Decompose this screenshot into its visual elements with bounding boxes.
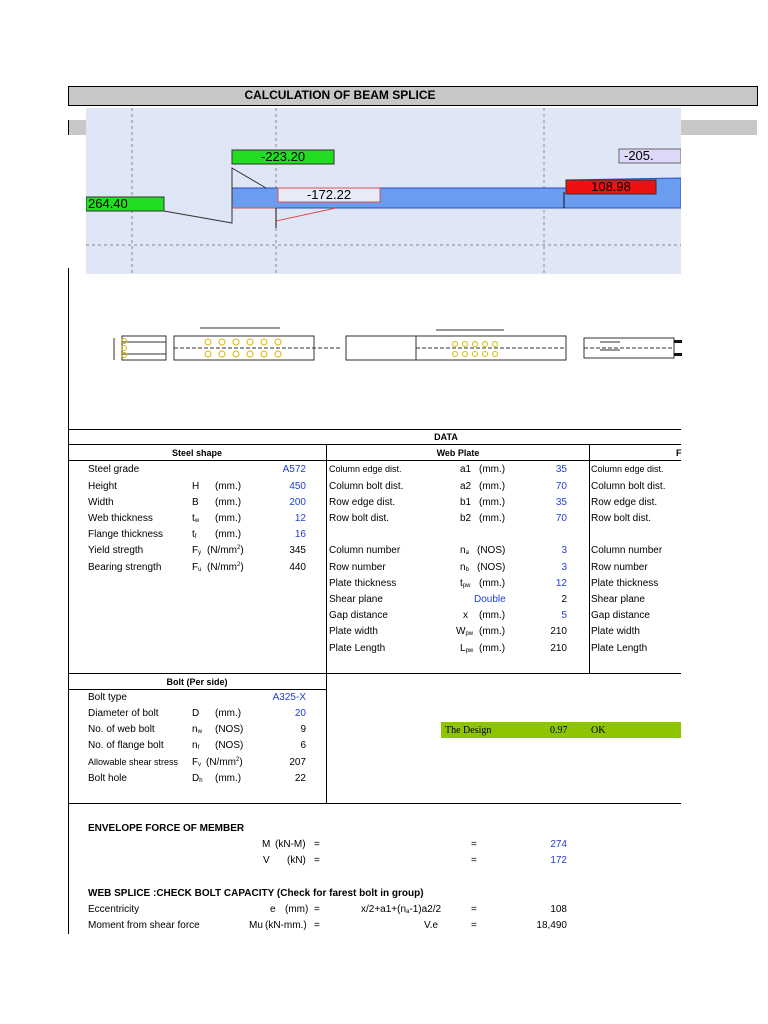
web-plate-header: Web Plate	[436, 448, 480, 458]
row-value: 35	[555, 497, 567, 508]
bolt-header: Bolt (Per side)	[166, 677, 228, 687]
row-value: 200	[289, 497, 306, 508]
row-unit: (NOS)	[215, 740, 244, 751]
row-symbol: a2	[460, 481, 472, 492]
row-value: 5	[561, 610, 567, 621]
row-value: 22	[294, 773, 306, 784]
row-label: Shear plane	[329, 594, 383, 605]
row-value: 20	[294, 708, 306, 719]
table-divider	[589, 444, 590, 673]
sheet-left-border	[68, 268, 69, 934]
row-symbol: Fv	[192, 757, 202, 768]
row-unit: (NOS)	[215, 724, 244, 735]
row-unit: (kN)	[287, 855, 306, 866]
row-label: Bolt type	[88, 692, 127, 703]
flange-row-label: Shear plane	[591, 594, 645, 605]
row-symbol: tf	[192, 529, 197, 540]
row-label: Row bolt dist.	[329, 513, 390, 524]
row-equals: =	[314, 904, 320, 915]
row-label: Height	[88, 481, 117, 492]
row-label: Bearing strength	[88, 562, 162, 573]
envelope-title: ENVELOPE FORCE OF MEMBER	[88, 823, 245, 834]
row-symbol: nw	[192, 724, 202, 735]
steel-shape-header: Steel shape	[171, 448, 223, 458]
row-symbol: tw	[192, 513, 200, 524]
flange-row-label: Row number	[591, 562, 648, 573]
table-divider	[326, 444, 327, 804]
row-value: 2	[561, 594, 567, 605]
row-value: 70	[555, 481, 567, 492]
row-label: Bolt hole	[88, 773, 127, 784]
row-mid-value: Double	[474, 594, 506, 605]
row-unit: (NOS)	[477, 545, 506, 556]
row-value: A325-X	[272, 692, 306, 703]
row-value: 18,490	[536, 920, 567, 931]
row-unit: (mm.)	[479, 481, 506, 492]
row-label: Steel grade	[88, 464, 140, 475]
row-value: 207	[289, 757, 306, 768]
row-unit: (kN-M)	[275, 839, 306, 850]
flange-row-label: Gap distance	[591, 610, 650, 621]
row-equals: =	[314, 839, 320, 850]
flange-plate-header: F	[676, 448, 682, 458]
row-symbol: a1	[460, 464, 472, 475]
flange-row-label: Column edge dist.	[591, 464, 664, 474]
row-symbol: H	[192, 481, 200, 492]
row-symbol: tpw	[460, 578, 471, 589]
row-symbol: na	[460, 545, 469, 556]
row-unit: (kN-mm.)	[265, 920, 307, 931]
row-equals: =	[314, 855, 320, 866]
row-label: Width	[88, 497, 114, 508]
row-label: Gap distance	[329, 610, 388, 621]
row-label: Column edge dist.	[329, 464, 402, 474]
row-unit: (mm.)	[215, 481, 242, 492]
flange-row-label: Column bolt dist.	[591, 481, 666, 492]
row-value: 274	[550, 839, 567, 850]
row-unit: (mm.)	[215, 529, 242, 540]
row-unit: $(N/mm^2)$	[206, 757, 243, 768]
row-unit: (mm.)	[215, 773, 242, 784]
row-value: 210	[550, 643, 567, 654]
row-symbol: Wpw	[456, 626, 474, 637]
row-value: 450	[289, 481, 306, 492]
row-symbol: b1	[460, 497, 472, 508]
row-value: 345	[289, 545, 306, 556]
row-unit: (NOS)	[477, 562, 506, 573]
table-rule	[68, 803, 681, 804]
moment-diagram	[86, 108, 681, 274]
row-symbol: Fu	[192, 562, 202, 573]
row-label: Allowable shear stress	[88, 757, 179, 767]
row-unit: (mm.)	[215, 708, 242, 719]
row-unit: (mm.)	[479, 643, 506, 654]
row-value: 440	[289, 562, 306, 573]
moment-diagram-svg	[86, 108, 681, 274]
row-formula: x/2+a1+(na-1)a2/2	[361, 904, 442, 915]
data-header: DATA	[434, 432, 458, 442]
row-label: Yield stregth	[88, 545, 144, 556]
row-value: 12	[294, 513, 306, 524]
row-unit: (mm.)	[479, 497, 506, 508]
table-rule	[68, 673, 681, 674]
row-value: 3	[561, 545, 567, 556]
row-unit: (mm.)	[479, 578, 506, 589]
row-value: 172	[550, 855, 567, 866]
row-formula: V.e	[424, 920, 439, 931]
row-label: Flange thickness	[88, 529, 164, 540]
page-title: CALCULATION OF BEAM SPLICE	[244, 88, 436, 102]
flange-row-label: Row bolt dist.	[591, 513, 652, 524]
row-value: 16	[294, 529, 306, 540]
label-3: 264.40	[88, 196, 128, 211]
row-unit: (mm)	[285, 904, 309, 915]
row-symbol: nb	[460, 562, 469, 573]
row-value: 108	[550, 904, 567, 915]
web-splice-title: WEB SPLICE :CHECK BOLT CAPACITY (Check for farest bolt in group)	[88, 888, 424, 899]
row-symbol: V	[263, 855, 270, 866]
row-symbol: Mu	[249, 920, 263, 931]
row-symbol: Fy	[192, 545, 202, 556]
flange-row-label: Plate thickness	[591, 578, 659, 589]
row-label: Moment from shear force	[88, 920, 200, 931]
table-rule	[68, 429, 681, 430]
row-unit: (mm.)	[479, 626, 506, 637]
row-label: Web thickness	[88, 513, 153, 524]
row-value: 12	[555, 578, 567, 589]
design-status: OK	[591, 725, 606, 736]
row-equals: =	[471, 904, 477, 915]
row-equals: =	[314, 920, 320, 931]
table-rule	[68, 689, 326, 690]
row-equals: =	[471, 855, 477, 866]
label-1: -223.20	[260, 149, 306, 164]
flange-row-label: Column number	[591, 545, 663, 556]
design-label: The Design	[445, 725, 492, 736]
row-unit: (mm.)	[479, 610, 506, 621]
row-label: Plate width	[329, 626, 378, 637]
row-label: Column number	[329, 545, 401, 556]
bolt-layout-sketches	[100, 324, 685, 370]
flange-row-label: Row edge dist.	[591, 497, 658, 508]
row-label: Diameter of bolt	[88, 708, 159, 719]
row-label: Plate Length	[329, 643, 386, 654]
row-symbol: Dh	[192, 773, 203, 784]
row-unit: (mm.)	[215, 513, 242, 524]
row-label: Eccentricity	[88, 904, 140, 915]
row-value: 70	[555, 513, 567, 524]
row-label: No. of web bolt	[88, 724, 155, 735]
flange-row-label: Plate Length	[591, 643, 648, 654]
row-unit: (mm.)	[479, 513, 506, 524]
row-unit: (mm.)	[479, 464, 506, 475]
row-label: Row number	[329, 562, 386, 573]
label-5: 108.98	[591, 179, 631, 194]
row-value: A572	[282, 464, 306, 475]
flange-row-label: Plate width	[591, 626, 640, 637]
row-label: Row edge dist.	[329, 497, 396, 508]
label-2: -172.22	[306, 187, 352, 202]
row-value: 9	[300, 724, 306, 735]
row-unit: (mm.)	[215, 497, 242, 508]
row-symbol: Lpw	[460, 643, 474, 654]
design-ratio: 0.97	[550, 725, 568, 736]
row-symbol: M	[262, 839, 271, 850]
row-label: Column bolt dist.	[329, 481, 404, 492]
row-value: 210	[550, 626, 567, 637]
row-symbol: x	[463, 610, 468, 621]
row-label: Plate thickness	[329, 578, 397, 589]
row-unit: $(N/mm^2)$	[207, 545, 244, 556]
row-label: No. of flange bolt	[88, 740, 164, 751]
row-value: 35	[555, 464, 567, 475]
row-unit: $(N/mm^2)$	[207, 562, 244, 573]
row-symbol: B	[192, 497, 199, 508]
row-symbol: b2	[460, 513, 472, 524]
row-equals: =	[471, 920, 477, 931]
row-symbol: e	[270, 904, 276, 915]
row-symbol: D	[192, 708, 200, 719]
row-symbol: nf	[192, 740, 200, 751]
row-equals: =	[471, 839, 477, 850]
row-value: 3	[561, 562, 567, 573]
row-value: 6	[300, 740, 306, 751]
label-4: -205.	[624, 148, 654, 163]
